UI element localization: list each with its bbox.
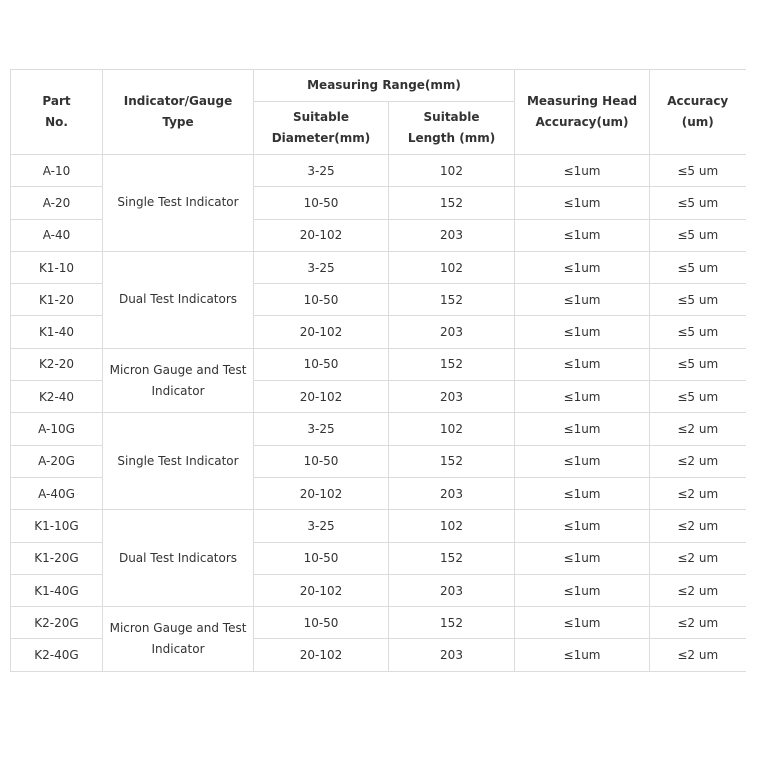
accuracy-cell: ≤5 um [650, 316, 746, 348]
head-accuracy-cell: ≤1um [515, 574, 650, 606]
length-cell: 203 [389, 574, 515, 606]
part-no-cell: K1-40 [11, 316, 103, 348]
part-no-cell: A-10G [11, 413, 103, 445]
table-row [11, 607, 746, 639]
head-accuracy-cell: ≤1um [515, 510, 650, 542]
diameter-cell: 10-50 [254, 348, 389, 380]
diameter-cell: 20-102 [254, 381, 389, 413]
spec-table [10, 69, 746, 672]
head-accuracy-cell: ≤1um [515, 639, 650, 671]
part-no-cell: A-40 [11, 219, 103, 251]
length-cell: 152 [389, 284, 515, 316]
accuracy-cell: ≤2 um [650, 639, 746, 671]
header-measuring-head-accuracy: Measuring Head Accuracy(um) [515, 70, 650, 155]
length-cell: 203 [389, 477, 515, 509]
table-header [11, 70, 746, 155]
head-accuracy-cell: ≤1um [515, 477, 650, 509]
accuracy-cell: ≤5 um [650, 187, 746, 219]
accuracy-cell: ≤5 um [650, 348, 746, 380]
head-accuracy-cell: ≤1um [515, 187, 650, 219]
length-cell: 102 [389, 155, 515, 187]
indicator-type-cell: Dual Test Indicators [103, 251, 254, 348]
header-indicator-type: Indicator/Gauge Type [103, 70, 254, 155]
part-no-cell: K1-10 [11, 251, 103, 283]
part-no-cell: A-10 [11, 155, 103, 187]
accuracy-cell: ≤5 um [650, 251, 746, 283]
length-cell: 152 [389, 607, 515, 639]
diameter-cell: 3-25 [254, 251, 389, 283]
header-part-no: Part No. [11, 70, 103, 155]
diameter-cell: 20-102 [254, 639, 389, 671]
diameter-cell: 20-102 [254, 219, 389, 251]
length-cell: 203 [389, 316, 515, 348]
part-no-cell: K2-40G [11, 639, 103, 671]
part-no-cell: K2-20G [11, 607, 103, 639]
length-cell: 203 [389, 381, 515, 413]
length-cell: 203 [389, 219, 515, 251]
diameter-cell: 10-50 [254, 284, 389, 316]
diameter-cell: 10-50 [254, 187, 389, 219]
length-cell: 152 [389, 542, 515, 574]
table-row [11, 510, 746, 542]
diameter-cell: 3-25 [254, 510, 389, 542]
length-cell: 102 [389, 413, 515, 445]
length-cell: 102 [389, 251, 515, 283]
header-accuracy: Accuracy (um) [650, 70, 746, 155]
accuracy-cell: ≤2 um [650, 413, 746, 445]
length-cell: 102 [389, 510, 515, 542]
header-suitable-diameter: Suitable Diameter(mm) [254, 102, 389, 155]
accuracy-cell: ≤2 um [650, 445, 746, 477]
accuracy-cell: ≤2 um [650, 574, 746, 606]
head-accuracy-cell: ≤1um [515, 607, 650, 639]
accuracy-cell: ≤5 um [650, 381, 746, 413]
diameter-cell: 10-50 [254, 542, 389, 574]
head-accuracy-cell: ≤1um [515, 413, 650, 445]
table-row [11, 413, 746, 445]
table-row [11, 348, 746, 380]
accuracy-cell: ≤2 um [650, 542, 746, 574]
part-no-cell: A-20 [11, 187, 103, 219]
head-accuracy-cell: ≤1um [515, 316, 650, 348]
length-cell: 152 [389, 445, 515, 477]
part-no-cell: A-20G [11, 445, 103, 477]
accuracy-cell: ≤5 um [650, 284, 746, 316]
header-suitable-length: Suitable Length (mm) [389, 102, 515, 155]
diameter-cell: 3-25 [254, 413, 389, 445]
accuracy-cell: ≤2 um [650, 607, 746, 639]
part-no-cell: K2-40 [11, 381, 103, 413]
accuracy-cell: ≤5 um [650, 219, 746, 251]
head-accuracy-cell: ≤1um [515, 542, 650, 574]
accuracy-cell: ≤2 um [650, 477, 746, 509]
length-cell: 152 [389, 348, 515, 380]
diameter-cell: 20-102 [254, 316, 389, 348]
part-no-cell: K1-20 [11, 284, 103, 316]
part-no-cell: K1-40G [11, 574, 103, 606]
indicator-type-cell: Micron Gauge and Test Indicator [103, 348, 254, 413]
head-accuracy-cell: ≤1um [515, 155, 650, 187]
diameter-cell: 20-102 [254, 574, 389, 606]
table-row [11, 155, 746, 187]
diameter-cell: 20-102 [254, 477, 389, 509]
part-no-cell: K1-10G [11, 510, 103, 542]
head-accuracy-cell: ≤1um [515, 219, 650, 251]
indicator-type-cell: Dual Test Indicators [103, 510, 254, 607]
accuracy-cell: ≤2 um [650, 510, 746, 542]
indicator-type-cell: Single Test Indicator [103, 413, 254, 510]
accuracy-cell: ≤5 um [650, 155, 746, 187]
diameter-cell: 10-50 [254, 445, 389, 477]
indicator-type-cell: Micron Gauge and Test Indicator [103, 607, 254, 672]
header-measuring-range: Measuring Range(mm) [254, 70, 515, 102]
part-no-cell: K1-20G [11, 542, 103, 574]
part-no-cell: K2-20 [11, 348, 103, 380]
head-accuracy-cell: ≤1um [515, 381, 650, 413]
part-no-cell: A-40G [11, 477, 103, 509]
indicator-type-cell: Single Test Indicator [103, 155, 254, 252]
head-accuracy-cell: ≤1um [515, 251, 650, 283]
length-cell: 152 [389, 187, 515, 219]
table-body [11, 155, 746, 672]
diameter-cell: 10-50 [254, 607, 389, 639]
head-accuracy-cell: ≤1um [515, 284, 650, 316]
head-accuracy-cell: ≤1um [515, 348, 650, 380]
diameter-cell: 3-25 [254, 155, 389, 187]
head-accuracy-cell: ≤1um [515, 445, 650, 477]
table-row [11, 251, 746, 283]
length-cell: 203 [389, 639, 515, 671]
